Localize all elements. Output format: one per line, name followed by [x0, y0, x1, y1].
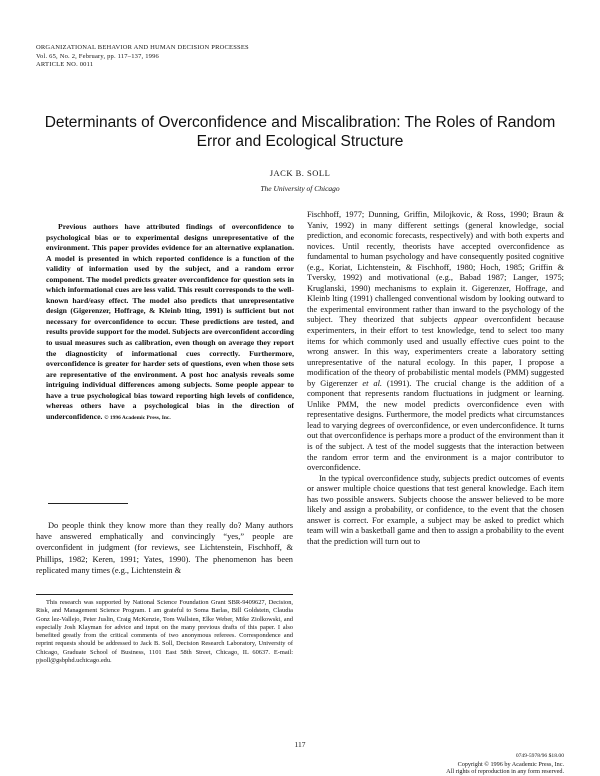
abstract-text: Previous authors have attributed findings of overconfidence to psychological bias or to experimental designs unrepresentative of the environment. This paper provides evidence for an alternative explanation. A model is presented in which reported confidence is a function of the validity of information used by the subject, and a random error component. The model predicts greater overconfidence for question sets in which informational cues are less valid. This result corresponds to the well-known hard/easy effect. The model also predicts that unrepresentative design (Gigerenzer, Hoffrage, & Kleinb lting, 1991) is sufficient but not necessary for overconfidence to occur. These predictions are tested, and results provide support for the model. Subjects are overconfident according to usual measures such as calibration, even though on average they report the diagnosticity of informational cues correctly. Furthermore, overconfidence is greater for harder sets of questions, even when those sets are representative of the environment. A post hoc analysis reveals some intriguing individual differences among subjects. Some people appear to have a true psychological bias toward reporting high levels of confidence, whereas others have a psychological bias in the direction of underconfidence.: [46, 222, 294, 421]
journal-header: [36, 44, 249, 70]
journal-name: ORGANIZATIONAL BEHAVIOR AND HUMAN DECISION PROCESSES: [36, 44, 249, 51]
abstract-copyright: © 1996 Academic Press, Inc.: [104, 414, 171, 421]
copyright-line: Copyright © 1996 by Academic Press, Inc.: [457, 760, 564, 768]
author-affiliation: The University of Chicago: [260, 184, 340, 193]
abstract: [46, 222, 294, 423]
journal-volume: Vol. 65, No. 2, February, pp. 117–137, 1996: [36, 52, 160, 60]
page-number: 117: [294, 740, 306, 749]
acknowledgment-footnote: This research was supported by National Science Foundation Grant SBR-9409627, Decision, Risk, and Management Science Program. I am grateful to Soma Barlas, Bill Goldstein, Claudia Gonz lez-Vallejo, Peter Juslin, Craig McKenzie, Tom Wallsten, Elke Weber, Mike Ziolkowski, and especially Josh Klayman for advice and input on the many previous drafts of this paper. I also benefited greatly from the critical comments of two anonymous referees. Correspondence and reprint requests should be addressed to Jack B. Soll, Decision Research Laboratory, University of Chicago, Graduate School of Business, 1101 East 58th Street, Chicago, IL 60637. E-mail: pjsoll@gsbphd.uchicago.edu.: [36, 599, 293, 665]
right-paragraph-1: Fischhoff, 1977; Dunning, Griffin, Milojkovic, & Ross, 1990; Braun & Yaniv, 1992) in many different settings (general knowledge, social prediction, and economic forecasts, respectively) and with both experts and novices. Until recently, theorists have accepted overconfidence as fundamental to human psychology and have consequently posited cognitive (e.g., Koriat, Lichtenstein, & Fischhoff, 1980; Hoch, 1985; Griffin & Tversky, 1992) and motivational (e.g., Babad 1987; Langer, 1975; Kruglanski, 1990) mechanisms to explain it. Gigerenzer, Hoffrage, and Kleinb lting (1991) challenged conventional wisdom by looking outward to the experimental environment rather than inward to the psychology of the subject. They theorized that subjects appear overconfident because experimenters, in their effort to test knowledge, tend to select too many items for which commonly used and usually effective cues point to the wrong answer. In this way, experimenters create a laboratory setting unrepresentative of the natural ecology. In this paper, I propose a modification of the theory of probabilistic mental models (PMM) suggested by Gigerenzer et al. (1991). The crucial change is the addition of a component that represents random fluctuations in judgment or learning. Unlike PMM, the new model predicts overconfidence even with representative designs. Furthermore, the model predicts what circumstances lead to varying degrees of overconfidence, or even underconfidence. It turns out that overconfidence is perhaps more a product of the environment than it is of the subject. A test of the model suggests that the interaction between the random error term and the environment is a major contributor to overconfidence.: [307, 210, 565, 473]
rights-line: All rights of reproduction in any form reserved.: [446, 768, 564, 776]
paper-title: Determinants of Overconfidence and Miscalibration: The Roles of Random Error and Ecological Structure: [44, 114, 556, 150]
right-paragraph-2: In the typical overconfidence study, subjects predict outcomes of events or answer multiple choice questions that test general knowledge. Each item has two possible answers. Subjects choose the answer believed to be more likely and assign a probability, or confidence, to the event that the chosen answer is correct. For example, a subject may be asked to predict which team will win a basketball game and then to assign a probability to the event that the prediction will turn out to: [307, 473, 564, 546]
article-number: ARTICLE NO. 0011: [36, 61, 94, 69]
footnote-rule: [36, 594, 293, 595]
abstract-rule: [48, 503, 128, 504]
price-code: 0749-5978/96 $18.00: [515, 753, 564, 759]
right-column: [307, 210, 564, 548]
author-name: JACK B. SOLL: [269, 168, 331, 178]
intro-paragraph: Do people think they know more than they really do? Many authors have answered emphatically and convincingly “yes,” people are overconfident in judgment (for reviews, see Lichtenstein, Fischhoff, & Phillips, 1982; Keren, 1991; Yates, 1990). The phenomenon has been replicated many times (e.g., Lichtenstein &: [36, 521, 293, 575]
publisher-notice: [446, 753, 564, 776]
